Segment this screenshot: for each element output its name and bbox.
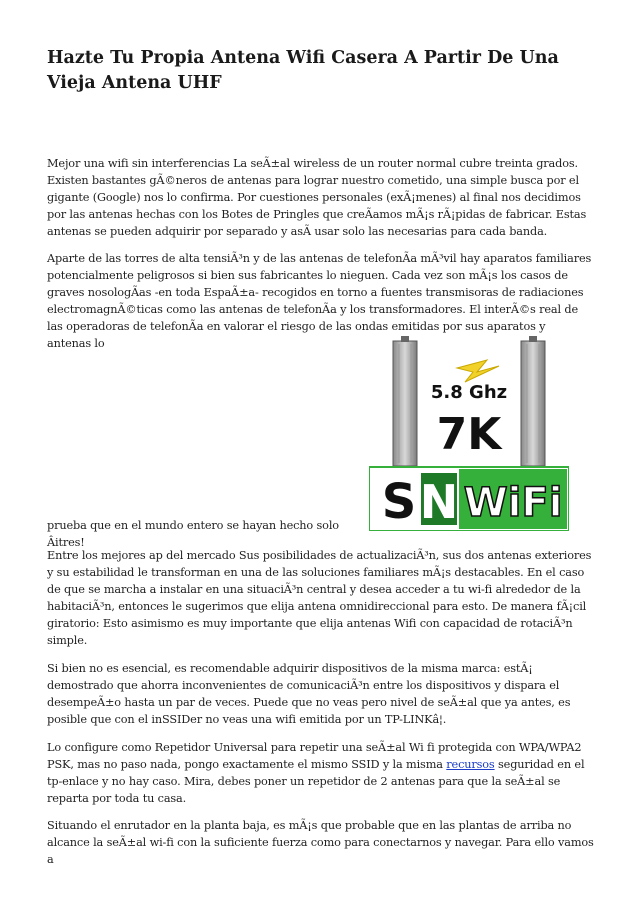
lightning-icon xyxy=(457,360,499,382)
paragraph-2: Aparte de las torres de alta tensiÃ³n y de las antenas de telefonÃa mÃ³vil hay aparatos familiares potencialmente peligrosos si bien sus fabricantes lo nieguen. Cada vez son mÃ¡s los casos de graves nosologÃas -en toda EspaÃ±a- recogidos en torno a fuentes transmisoras de radiaciones electromagnÃ©ticas como las antenas de telefonÃa y los transformadores. El interÃ©s real de las operadoras de telefonÃa en valorar el riesgo de las ondas emitidas por sus aparatos y antenas lo xyxy=(47,252,592,350)
antenna-product-graphic xyxy=(369,336,569,531)
paragraph-5 xyxy=(47,739,595,807)
paragraph-6: Situando el enrutador en la planta baja, es mÃ¡s que probable que en las plantas de arriba no alcance la seÃ±al wi-fi con la suficiente fuerza como para conectarnos y navegar. Para ello vamos a xyxy=(47,819,594,866)
recursos-link[interactable]: recursos xyxy=(446,758,495,771)
paragraph-3: Entre los mejores ap del mercado Sus posibilidades de actualizaciÃ³n, sus dos antenas exteriores y su estabilidad le transforman en una de las soluciones familiares mÃ¡s destacables. En el caso de que se marcha a instalar en una situaciÃ³n central y desea acceder a tu wi-fi alrededor de la habitaciÃ³n, entonces le sugerimos que elija antena omnidireccional para esto. De manera fÃ¡cil giratorio: Esto asimismo es muy importante que elija antenas Wifi con capacidad de rotaciÃ³n simple. xyxy=(47,549,592,647)
brand-wifi: WiFi xyxy=(463,480,563,526)
paragraph-2-end: prueba que en el mundo entero se hayan hecho solo Âitres! xyxy=(47,519,339,549)
wifi-antenna-image xyxy=(369,336,569,531)
paragraph-5-text-b: seguridad en el tp-enlace y no hay caso. Mira, debes poner un repetidor de 2 antenas para que la seÃ±al se reparta por toda tu casa. xyxy=(47,758,585,805)
paragraph-5-text-a: Lo configure como Repetidor Universal para repetir una seÃ±al Wi fi protegida con WPA/WPA2 PSK, mas no paso nada, pongo exactamente el mismo SSID y la misma xyxy=(47,741,582,771)
article-title: Hazte Tu Propia Antena Wifi Casera A Partir De Una Vieja Antena UHF xyxy=(47,48,559,93)
left-antenna-icon xyxy=(393,336,417,466)
brand-letter-s: S xyxy=(381,474,417,530)
paragraph-1: Mejor una wifi sin interferencias La seÃ±al wireless de un router normal cubre treinta grados. Existen bastantes gÃ©neros de antenas para lograr nuestro cometido, una simple busca por el gigante (Google) nos lo confirma. Por cuestiones personales (exÃ¡menes) al final nos decidimos por las antenas hechas con los Botes de Pringles que creÃamos mÃ¡s rÃ¡pidas de fabricar. Estas antenas se pueden adquirir por separado y asÃ usar solo las necesarias para cada banda. xyxy=(47,157,587,238)
paragraph-4: Si bien no es esencial, es recomendable adquirir dispositivos de la misma marca: estÃ¡ demostrado que ahorra inconvenientes de comunicaciÃ³n entre los dispositivos y dispara el desempeÃ±o hasta un par de veces. Puede que no veas pero nivel de seÃ±al que ya antes, es posible que con el inSSIDer no veas una wifi emitida por un TP-LINKâ¦. xyxy=(47,662,571,726)
power-label: 7K xyxy=(436,409,502,460)
brand-letter-n: N xyxy=(419,475,459,529)
frequency-label: 5.8 Ghz xyxy=(430,382,508,403)
right-antenna-icon xyxy=(521,336,545,466)
brand-banner xyxy=(369,467,569,531)
